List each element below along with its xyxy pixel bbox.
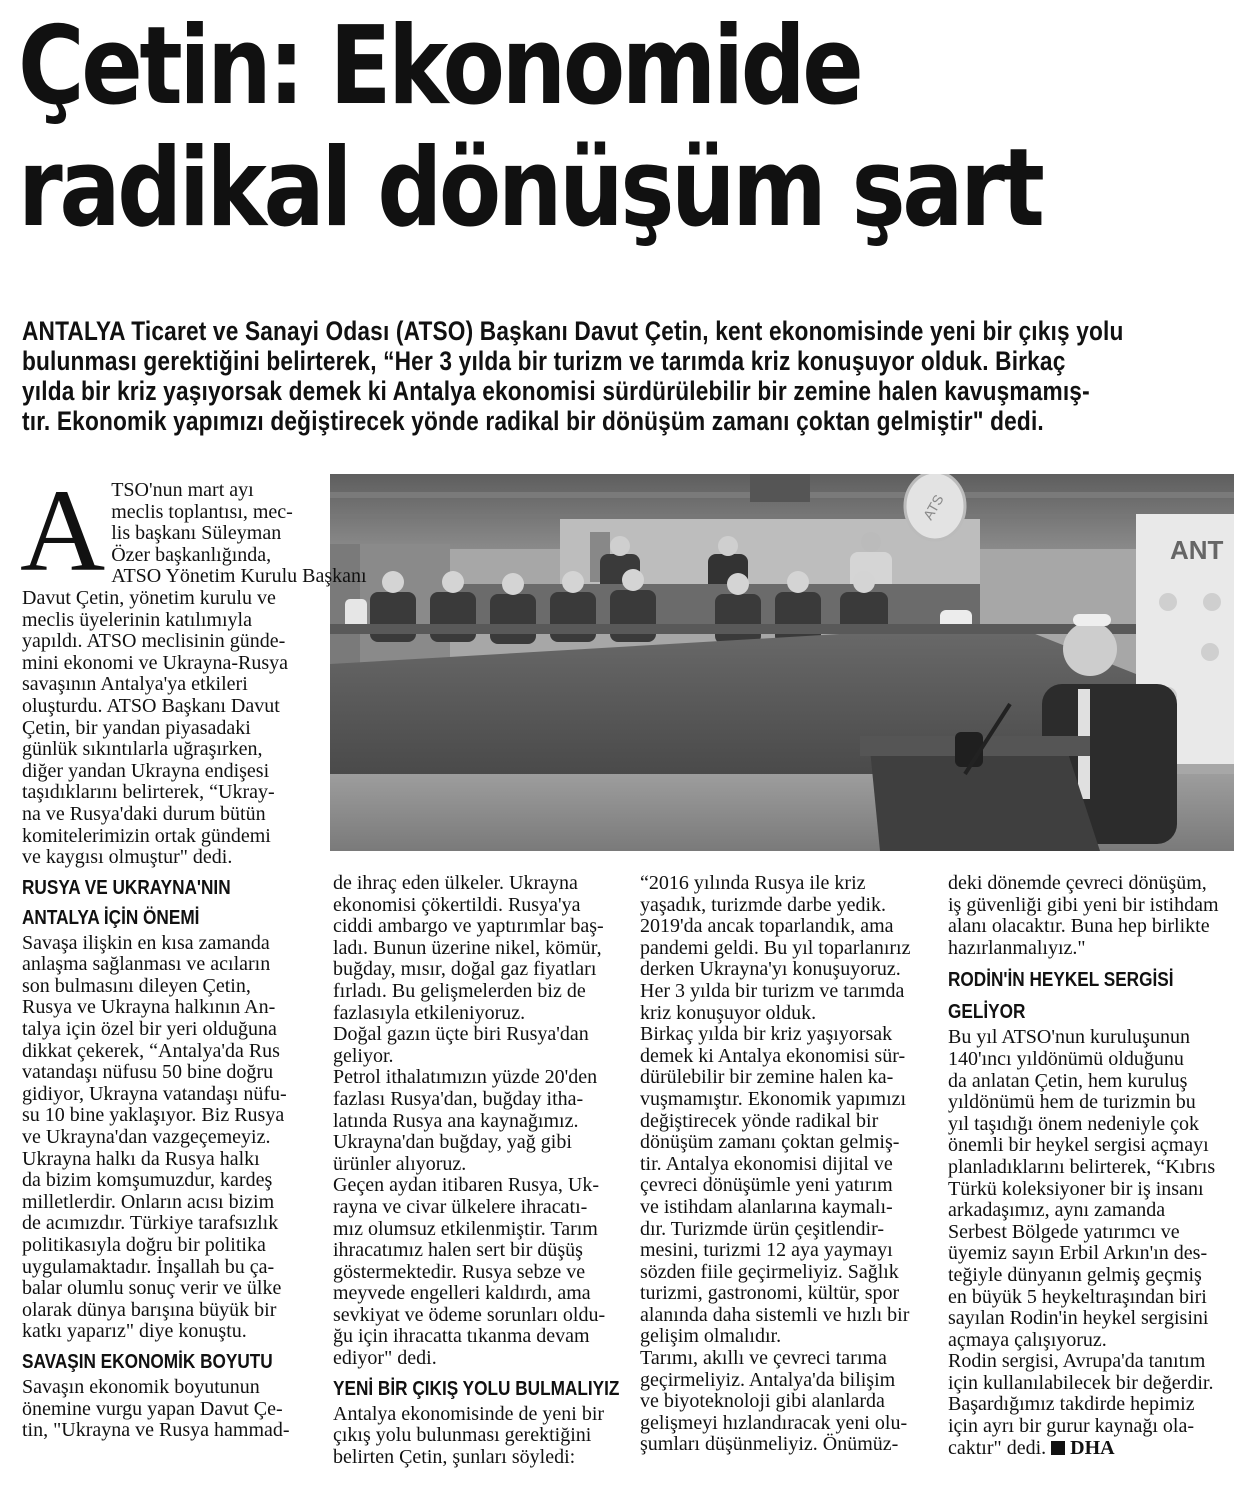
text-line: politikasıyla doğru bir politika xyxy=(22,1234,266,1256)
text-line: vuşmamıştır. Ekonomik yapımızı xyxy=(640,1087,907,1110)
text-line: sayılan Rodin'in heykel sergisini xyxy=(948,1307,1209,1330)
text-line: gidiyor, Ukrayna vatandaşı nüfu- xyxy=(22,1082,287,1105)
text-line: yapıldı. ATSO meclisinin günde- xyxy=(22,630,286,653)
text-line: dır. Turizmde ürün çeşitlendir- xyxy=(640,1217,885,1240)
paragraph xyxy=(948,1027,1238,1459)
text-line: sözden fiile geçirmeliyiz. Sağlık xyxy=(640,1260,899,1283)
subheading: SAVAŞIN EKONOMİK BOYUTU xyxy=(22,1350,273,1373)
text-line: gelişmeyi hızlandıracak yeni olu- xyxy=(640,1411,908,1434)
text-line: Antalya ekonomisinde de yeni bir xyxy=(333,1402,605,1425)
text-line: talya için özel bir yeri olduğuna xyxy=(22,1018,277,1041)
drop-cap: A xyxy=(20,465,106,596)
text-line: Türkü koleksiyoner bir iş insanı xyxy=(948,1177,1204,1200)
text-line: olarak dünya barışına büyük bir xyxy=(22,1298,277,1321)
text-line: ATSO Yönetim Kurulu Başkanı xyxy=(111,565,367,588)
text-line: Rodin sergisi, Avrupa'da tanıtım xyxy=(948,1350,1206,1373)
text-line: Savaşa ilişkin en kısa zamanda xyxy=(22,931,270,954)
agency-credit: DHA xyxy=(1070,1436,1115,1459)
text-line: günlük sıkıntılarla uğraşırken, xyxy=(22,738,263,761)
text-line: da bizim komşumuzdur, kardeş xyxy=(22,1169,273,1192)
text-line: taşıdıklarını belirterek, “Ukray- xyxy=(22,781,275,804)
text-line: mesini, turizmi 12 aya yaymayı xyxy=(640,1239,893,1262)
text-line: iş güvenliği gibi yeni bir istihdam xyxy=(948,893,1219,916)
text-line: çıkış yolu bulunması gerektiğini xyxy=(333,1424,592,1447)
text-line: şumları düşünmeliyiz. Önümüz- xyxy=(640,1433,899,1456)
text-line: gelişim olmalıdır. xyxy=(640,1325,782,1348)
text-line: yıldönümü hem de turizmin bu xyxy=(948,1091,1196,1114)
text-line: latında Rusya ana kaynağımız. xyxy=(333,1109,579,1132)
text-line: tir. Antalya ekonomisi dijital ve xyxy=(640,1152,893,1175)
text-line: Doğal gazın üçte biri Rusya'dan xyxy=(333,1023,589,1046)
text-line: fazlasıyla etkileniyoruz. xyxy=(333,1001,526,1024)
subheading: GELİYOR xyxy=(948,1001,1026,1024)
text-line: ürünler alıyoruz. xyxy=(333,1152,467,1175)
text-line: deki dönemde çevreci dönüşüm, xyxy=(948,872,1207,894)
text-line: pandemi geldi. Bu yıl toparlanırız xyxy=(640,936,911,959)
text-line: komitelerimizin ortak gündemi xyxy=(22,824,271,847)
banner-text: ANT xyxy=(1170,535,1224,565)
text-line: alanı olacaktır. Buna hep birlikte xyxy=(948,915,1210,938)
end-mark-square-icon xyxy=(1051,1441,1065,1455)
text-line: 2019'da ancak toparlandık, ama xyxy=(640,915,894,938)
text-line: ğu için ihracatta tıkanma devam xyxy=(333,1325,590,1348)
text-line: ciddi ambargo ve yaptırımlar baş- xyxy=(333,915,604,938)
text-line: ladı. Bunun üzerine nikel, kömür, xyxy=(333,936,602,959)
text-line: için kullanılabilecek bir değerdir. xyxy=(948,1371,1214,1394)
text-line: vatandaşı nüfusu 50 bine doğru xyxy=(22,1061,274,1084)
text-line: anlaşma sağlanması ve acıların xyxy=(22,953,271,976)
headline xyxy=(18,4,1042,251)
text-line: Serbest Bölgede yatırımcı ve xyxy=(948,1220,1180,1243)
text-line: yaşadık, turizmde darbe yedik. xyxy=(640,893,887,916)
text-line: üyemiz sayın Erbil Arkın'ın des- xyxy=(948,1242,1208,1265)
text-line: önemli bir heykel sergisi açmayı xyxy=(948,1134,1209,1157)
text-line: ediyor" dedi. xyxy=(333,1347,437,1370)
text-line: alanında daha sistemli ve hızlı bir xyxy=(640,1303,910,1326)
text-line: fırladı. Bu gelişmelerden biz de xyxy=(333,979,586,1002)
lead-line: tır. Ekonomik yapımızı değiştirecek yönde radikal bir dönüşüm zamanı çoktan gelmiştir" dedi. xyxy=(22,406,1044,436)
paragraph xyxy=(333,873,628,1370)
article-column-3 xyxy=(640,873,935,1456)
text-line: balar olumlu sonuç verir ve ülke xyxy=(22,1277,282,1300)
text-line: için ayrı bir gurur kaynağı ola- xyxy=(948,1415,1195,1438)
text-line: Birkaç yılda bir kriz yaşıyorsak xyxy=(640,1023,893,1046)
text-line: kriz konuşuyor olduk. xyxy=(640,1001,817,1024)
text-line: Petrol ithalatımızın yüzde 20'den xyxy=(333,1066,598,1089)
text-line: Ukrayna'dan buğday, yağ gibi xyxy=(333,1131,572,1154)
text-line: önemine vurgu yapan Davut Çe- xyxy=(22,1397,283,1420)
text-line: turizmi, gastronomi, kültür, spor xyxy=(640,1282,900,1305)
text-line: Rusya ve Ukrayna halkının An- xyxy=(22,996,276,1019)
text-line: en büyük 5 heykeltıraşından biri xyxy=(948,1285,1207,1308)
text-line: belirten Çetin, şunları söyledi: xyxy=(333,1445,576,1468)
text-line: hazırlanmalıyız." xyxy=(948,936,1086,959)
text-line: ve biyoteknoloji gibi alanlarda xyxy=(640,1390,885,1413)
text-line: meclis üyelerinin katılımıyla xyxy=(22,608,252,631)
text-line: ve kaygısı olmuştur" dedi. xyxy=(22,846,233,869)
text-line: su 10 bine yaklaşıyor. Biz Rusya xyxy=(22,1104,285,1127)
text-line: milletlerdir. Onların acısı bizim xyxy=(22,1190,275,1213)
text-fragment: caktır" dedi. xyxy=(948,1436,1047,1459)
text-line: derken Ukrayna'yı konuşuyoruz. xyxy=(640,958,901,981)
logo-text: ATS xyxy=(919,491,947,523)
text-line: arkadaşımız, aynı zamanda xyxy=(948,1199,1166,1222)
headline-line-1: Çetin: Ekonomide xyxy=(18,4,861,129)
text-line: “2016 yılında Rusya ile kriz xyxy=(640,872,866,894)
lead-line: bulunması gerektiğini belirterek, “Her 3 yılda bir turizm ve tarımda kriz konuşuyor olduk. Birkaç xyxy=(22,346,1066,376)
paragraph xyxy=(22,933,322,1343)
text-line: Bu yıl ATSO'nun kuruluşunun xyxy=(948,1026,1190,1049)
text-line: yıl taşıdığı önem nedeniyle çok xyxy=(948,1112,1200,1135)
subheading: YENİ BİR ÇIKIŞ YOLU BULMALIYIZ xyxy=(333,1377,620,1400)
paragraph xyxy=(22,1377,322,1442)
text-line: mız olumsuz etkilenmiştir. Tarım xyxy=(333,1217,598,1240)
text-line: Tarımı, akıllı ve çevreci tarıma xyxy=(640,1347,887,1370)
text-line: buğday, mısır, doğal gaz fiyatları xyxy=(333,958,597,981)
text-line: teğiyle dünyanın gelmiş geçmiş xyxy=(948,1263,1202,1286)
text-line: de ihraç eden ülkeler. Ukrayna xyxy=(333,872,578,894)
meeting-photo xyxy=(330,474,1234,851)
text-line: na ve Rusya'daki durum bütün xyxy=(22,802,266,825)
lead-line: yılda bir kriz yaşıyorsak demek ki Antalya ekonomisi sürdürülebilir bir zemine halen kavuşmamış- xyxy=(22,376,1090,406)
text-line: dikkat çekerek, “Antalya'da Rus xyxy=(22,1039,280,1062)
text-line: Ukrayna halkı da Rusya halkı xyxy=(22,1147,260,1170)
subheading: ANTALYA İÇİN ÖNEMİ xyxy=(22,906,200,929)
text-line: 140'ıncı yıldönümü olduğunu xyxy=(948,1047,1184,1070)
text-line: ihracatımız halen sert bir düşüş xyxy=(333,1239,583,1262)
text-line: geçirmeliyiz. Antalya'da bilişim xyxy=(640,1368,896,1391)
text-line: ve istihdam alanlarına kaymalı- xyxy=(640,1195,893,1218)
text-line: Başardığımız takdirde hepimiz xyxy=(948,1393,1195,1416)
text-line: TSO'nun mart ayı xyxy=(111,479,254,501)
lead-paragraph xyxy=(22,316,1236,436)
text-line: dürülebilir bir zemine halen ka- xyxy=(640,1066,894,1089)
text-line: ekonomisi çökertildi. Rusya'ya xyxy=(333,893,581,916)
text-line: Geçen aydan itibaren Rusya, Uk- xyxy=(333,1174,600,1197)
text-line: rayna ve civar ülkelere ihracatı- xyxy=(333,1195,588,1218)
text-line: diğer yandan Ukrayna endişesi xyxy=(22,759,270,782)
text-line: savaşının Antalya'ya etkileri xyxy=(22,673,248,696)
text-line: da anlatan Çetin, hem kuruluş xyxy=(948,1069,1188,1092)
meeting-photo-illustration xyxy=(330,474,1234,851)
text-line: meyvede engelleri kaldırdı, ama xyxy=(333,1282,591,1305)
text-line: uygulamaktadır. İnşallah bu ça- xyxy=(22,1255,275,1278)
article-column-4 xyxy=(948,873,1238,1459)
text-line: Davut Çetin, yönetim kurulu ve xyxy=(22,586,276,609)
text-line: Savaşın ekonomik boyutunun xyxy=(22,1375,260,1398)
text-line: son bulmasını dileyen Çetin, xyxy=(22,974,251,997)
text-line: tin, "Ukrayna ve Rusya hammad- xyxy=(22,1419,290,1442)
text-line: oluşturdu. ATSO Başkanı Davut xyxy=(22,694,280,717)
paragraph xyxy=(640,873,935,1456)
text-line: katkı yaparız" diye konuştu. xyxy=(22,1320,247,1343)
article-column-2 xyxy=(333,873,628,1468)
subheading: RODİN'İN HEYKEL SERGİSİ xyxy=(948,969,1174,992)
text-line: değiştirecek yönde radikal bir xyxy=(640,1109,879,1132)
text-line: lis başkanı Süleyman xyxy=(111,522,282,545)
text-line: de acımızdır. Türkiye tarafsızlık xyxy=(22,1212,279,1235)
text-line: meclis toplantısı, mec- xyxy=(111,500,293,523)
headline-line-2: radikal dönüşüm şart xyxy=(18,126,1042,251)
text-line: göstermektedir. Rusya sebze ve xyxy=(333,1260,586,1283)
text-line: Her 3 yılda bir turizm ve tarımda xyxy=(640,979,905,1002)
text-line: ve Ukrayna'dan vazgeçemeyiz. xyxy=(22,1126,271,1149)
text-line: planladıklarını belirterek, “Kıbrıs xyxy=(948,1155,1216,1178)
text-line: açmaya çalışıyoruz. xyxy=(948,1328,1107,1351)
text-line: demek ki Antalya ekonomisi sür- xyxy=(640,1044,906,1067)
text-line: Çetin, bir yandan piyasadaki xyxy=(22,716,251,739)
text-line: fazlası Rusya'dan, buğday itha- xyxy=(333,1087,584,1110)
lead-line: ANTALYA Ticaret ve Sanayi Odası (ATSO) Başkanı Davut Çetin, kent ekonomisinde yeni bir çıkış yolu xyxy=(22,316,1124,346)
text-line: çevreci dönüşümle yeni yatırım xyxy=(640,1174,893,1197)
text-line: dönüşüm zamanı çoktan gelmiş- xyxy=(640,1131,900,1154)
text-line: geliyor. xyxy=(333,1044,394,1067)
text-line-last xyxy=(948,1438,1238,1460)
paragraph xyxy=(333,1404,628,1469)
subheading: RUSYA VE UKRAYNA'NIN xyxy=(22,876,231,899)
text-line: mini ekonomi ve Ukrayna-Rusya xyxy=(22,651,289,674)
text-line: Özer başkanlığında, xyxy=(111,543,272,566)
text-line: sevkiyat ve ödeme sorunları oldu- xyxy=(333,1303,606,1326)
paragraph xyxy=(948,873,1238,959)
